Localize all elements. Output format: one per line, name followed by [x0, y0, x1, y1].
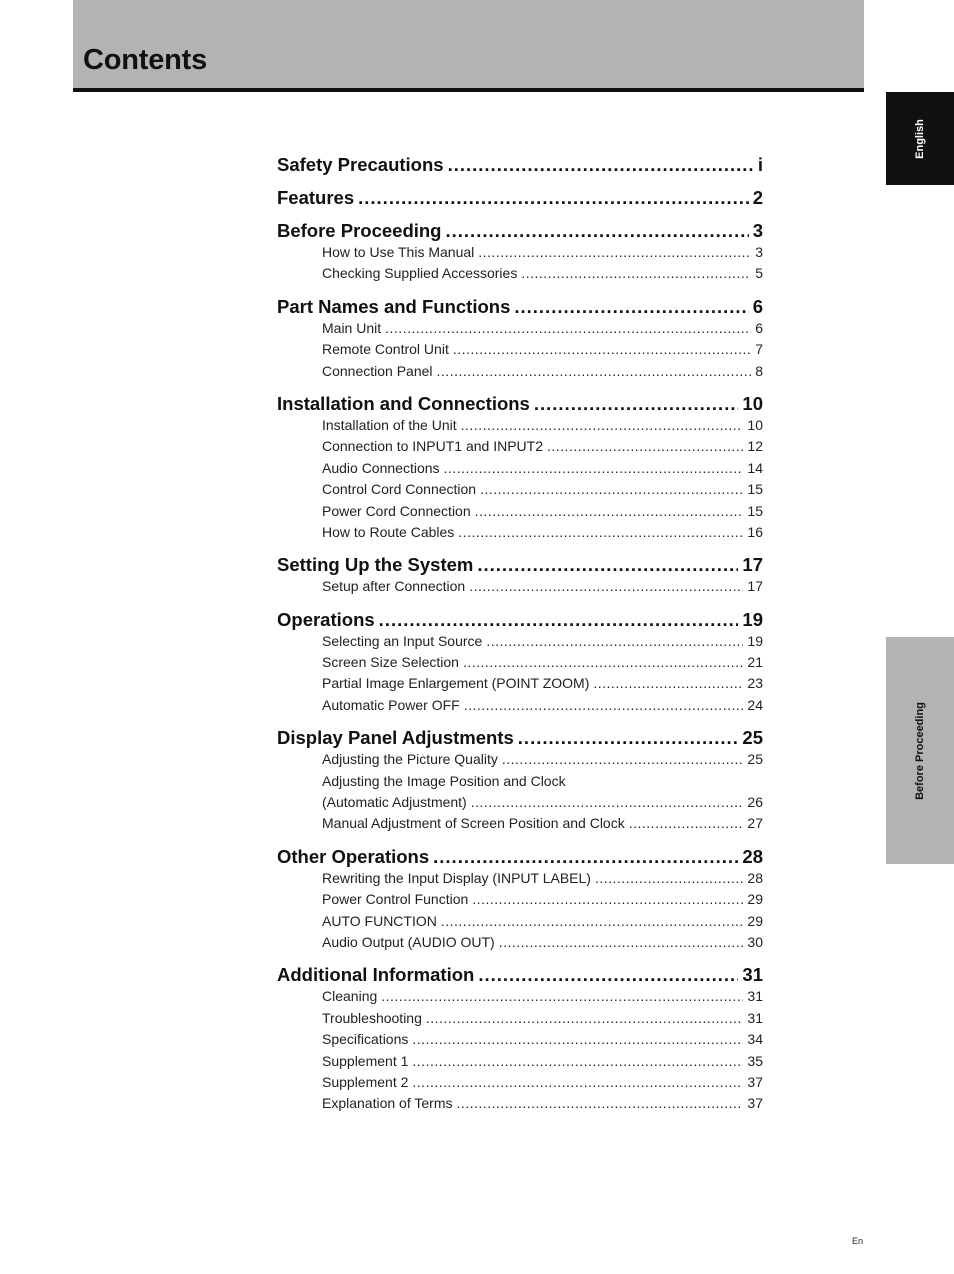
- toc-entry[interactable]: [277, 815, 763, 836]
- dot-leader: [381, 988, 743, 1004]
- dot-leader: [502, 751, 744, 767]
- toc-entry-page: 12: [747, 438, 763, 455]
- toc-section: [277, 187, 763, 211]
- toc-entry-page: 30: [747, 933, 763, 950]
- dot-leader: [437, 363, 752, 379]
- dot-leader: [475, 503, 744, 519]
- toc-entry-title: Checking Supplied Accessories: [322, 265, 518, 282]
- toc-entry-page: 7: [755, 341, 763, 358]
- language-tab-label: English: [914, 118, 926, 159]
- toc-entry[interactable]: [277, 794, 763, 815]
- toc-entry-page: 25: [747, 751, 763, 768]
- toc-entry[interactable]: [277, 870, 763, 891]
- toc-section: [277, 554, 763, 599]
- toc-heading-title: Display Panel Adjustments: [277, 727, 514, 749]
- dot-leader: [379, 609, 739, 631]
- toc-entry-title: How to Route Cables: [322, 523, 455, 540]
- toc-heading[interactable]: [277, 393, 763, 417]
- toc-heading-title: Setting Up the System: [277, 554, 474, 576]
- dot-leader: [433, 846, 738, 868]
- toc-entry-title: Cleaning: [322, 988, 378, 1005]
- dot-leader: [471, 794, 744, 810]
- toc-heading[interactable]: [277, 846, 763, 870]
- dot-leader: [412, 1053, 743, 1069]
- header-band: [73, 0, 864, 92]
- toc-entry-title: AUTO FUNCTION: [322, 912, 437, 929]
- dot-leader: [499, 934, 744, 950]
- toc-entry-title: Connection Panel: [322, 362, 433, 379]
- toc-entry[interactable]: [277, 417, 763, 438]
- section-tab-label: Before Proceeding: [914, 701, 926, 800]
- toc-entry-page: 6: [755, 319, 763, 336]
- toc-entry-page: 31: [747, 988, 763, 1005]
- toc-heading[interactable]: [277, 220, 763, 244]
- toc-entry[interactable]: [277, 988, 763, 1009]
- toc-entry-title: Screen Size Selection: [322, 654, 459, 671]
- toc-entry-title: Power Control Function: [322, 891, 469, 908]
- toc-entry[interactable]: [277, 363, 763, 384]
- dot-leader: [453, 341, 751, 357]
- toc-heading-page: 6: [752, 295, 763, 317]
- toc-entry[interactable]: [277, 891, 763, 912]
- dot-leader: [518, 727, 739, 749]
- dot-leader: [534, 393, 739, 415]
- toc-entry-page: 10: [747, 416, 763, 433]
- dot-leader: [448, 154, 754, 176]
- toc-entry-page: 14: [747, 459, 763, 476]
- dot-leader: [593, 675, 743, 691]
- toc-entry-title: Remote Control Unit: [322, 341, 449, 358]
- toc-heading[interactable]: [277, 609, 763, 633]
- toc-entry-page: 3: [755, 244, 763, 260]
- toc-entry-page: 19: [747, 632, 763, 649]
- toc-entry-title: Partial Image Enlargement (POINT ZOOM): [322, 675, 590, 692]
- toc-entry[interactable]: [277, 934, 763, 955]
- toc-entry[interactable]: [277, 1074, 763, 1095]
- toc-entry-title: Selecting an Input Source: [322, 632, 483, 649]
- toc-entry-page: 37: [747, 1095, 763, 1112]
- toc-entry[interactable]: [277, 438, 763, 459]
- toc-heading-title: Part Names and Functions: [277, 295, 511, 317]
- toc-entry-title: (Automatic Adjustment): [322, 794, 467, 811]
- footer-language-code: En: [852, 1236, 864, 1246]
- toc-entry-page: 27: [747, 815, 763, 832]
- toc-entry-title: Installation of the Unit: [322, 416, 457, 433]
- toc-section: [277, 296, 763, 384]
- dot-leader: [444, 460, 744, 476]
- toc-entry[interactable]: [277, 751, 763, 772]
- toc-entry-page: 29: [747, 891, 763, 908]
- toc-heading-page: 19: [742, 608, 763, 630]
- toc-entry-title: Manual Adjustment of Screen Position and Clock: [322, 815, 625, 832]
- toc-heading-title: Safety Precautions: [277, 154, 444, 175]
- toc-heading-page: 17: [742, 554, 763, 576]
- toc-entry-title: Supplement 2: [322, 1073, 409, 1090]
- toc-section: [277, 393, 763, 545]
- page-title: Contents: [83, 44, 208, 76]
- toc-entry-title: Setup after Connection: [322, 578, 466, 595]
- toc-section: [277, 154, 763, 178]
- dot-leader: [472, 891, 743, 907]
- toc-section: [277, 220, 763, 287]
- toc-heading-page: 2: [752, 187, 763, 208]
- dot-leader: [458, 524, 743, 540]
- toc-heading-title: Other Operations: [277, 845, 430, 867]
- toc-entry-page: 35: [747, 1052, 763, 1069]
- dot-leader: [514, 296, 748, 318]
- toc-entry-page: 17: [747, 578, 763, 595]
- toc-entry-title: Adjusting the Image Position and Clock: [322, 772, 566, 789]
- dot-leader: [478, 964, 738, 986]
- toc-heading[interactable]: [277, 964, 763, 988]
- section-side-tab[interactable]: [886, 637, 954, 864]
- toc-entry[interactable]: [277, 913, 763, 934]
- toc-entry-page: 16: [747, 523, 763, 540]
- toc-entry-page: 23: [747, 675, 763, 692]
- toc-entry-page: 28: [747, 869, 763, 886]
- dot-leader: [446, 220, 749, 242]
- language-side-tab[interactable]: [886, 92, 954, 185]
- dot-leader: [486, 633, 743, 649]
- toc-heading-title: Features: [277, 187, 355, 208]
- toc-heading-title: Operations: [277, 608, 375, 630]
- toc-entry-title: Supplement 1: [322, 1052, 409, 1069]
- toc-entry-page: 5: [755, 265, 763, 282]
- dot-leader: [412, 1031, 743, 1047]
- dot-leader: [441, 913, 744, 929]
- toc-entry-title: Control Cord Connection: [322, 481, 477, 498]
- toc-entry-title: Troubleshooting: [322, 1009, 422, 1026]
- toc-entry[interactable]: [277, 1053, 763, 1074]
- dot-leader: [464, 697, 744, 713]
- toc-heading-title: Before Proceeding: [277, 220, 442, 241]
- toc-entry-page: 24: [747, 696, 763, 713]
- dot-leader: [426, 1010, 744, 1026]
- dot-leader: [629, 815, 744, 831]
- toc-entry-page: 21: [747, 654, 763, 671]
- toc-entry-page: 31: [747, 1009, 763, 1026]
- toc-entry[interactable]: [277, 1010, 763, 1031]
- dot-leader: [456, 1095, 743, 1111]
- toc-entry[interactable]: [277, 697, 763, 718]
- toc-entry[interactable]: [277, 1031, 763, 1052]
- toc-entry[interactable]: [277, 481, 763, 502]
- dot-leader: [477, 554, 738, 576]
- toc-entry-title: Explanation of Terms: [322, 1095, 453, 1112]
- toc-entry[interactable]: [277, 654, 763, 675]
- toc-section: [277, 727, 763, 837]
- toc-entry[interactable]: [277, 460, 763, 481]
- toc-entry-title: Adjusting the Picture Quality: [322, 751, 498, 768]
- toc-heading-page: 3: [752, 220, 763, 241]
- toc-entry[interactable]: [277, 265, 763, 286]
- toc-heading-page: 28: [742, 845, 763, 867]
- dot-leader: [595, 870, 743, 886]
- toc-entry-title: Automatic Power OFF: [322, 696, 460, 713]
- dot-leader: [385, 320, 751, 336]
- toc-entry-title: Rewriting the Input Display (INPUT LABEL): [322, 869, 591, 886]
- toc-heading[interactable]: [277, 554, 763, 578]
- toc-entry[interactable]: [277, 1095, 763, 1116]
- dot-leader: [480, 481, 743, 497]
- toc-entry-title: Audio Output (AUDIO OUT): [322, 933, 495, 950]
- toc-entry[interactable]: [277, 320, 763, 341]
- toc-entry[interactable]: [277, 578, 763, 599]
- dot-leader: [412, 1074, 743, 1090]
- table-of-contents: [277, 154, 763, 1126]
- toc-heading[interactable]: [277, 727, 763, 751]
- toc-entry-page: 37: [747, 1073, 763, 1090]
- toc-entry-page: 34: [747, 1031, 763, 1048]
- toc-entry-page: 26: [747, 794, 763, 811]
- toc-section: [277, 964, 763, 1116]
- toc-entry[interactable]: [277, 633, 763, 654]
- toc-heading-title: Installation and Connections: [277, 392, 530, 414]
- toc-section: [277, 846, 763, 956]
- toc-entry-title: Connection to INPUT1 and INPUT2: [322, 438, 543, 455]
- toc-entry[interactable]: [277, 675, 763, 696]
- toc-heading[interactable]: [277, 154, 763, 178]
- dot-leader: [547, 438, 743, 454]
- toc-heading-page: 31: [742, 964, 763, 986]
- toc-entry[interactable]: [277, 244, 763, 265]
- toc-entry[interactable]: [277, 341, 763, 362]
- toc-entry-title: Power Cord Connection: [322, 502, 471, 519]
- toc-entry-page: 15: [747, 481, 763, 498]
- toc-entry-title: Main Unit: [322, 319, 382, 336]
- toc-entry[interactable]: [277, 524, 763, 545]
- toc-heading-page: i: [757, 154, 763, 175]
- toc-heading[interactable]: [277, 296, 763, 320]
- dot-leader: [358, 187, 749, 209]
- toc-section: [277, 609, 763, 719]
- toc-heading-page: 10: [742, 392, 763, 414]
- toc-entry-page: 8: [755, 362, 763, 379]
- dot-leader: [521, 265, 751, 281]
- dot-leader: [461, 417, 744, 433]
- toc-entry[interactable]: [277, 503, 763, 524]
- toc-heading[interactable]: [277, 187, 763, 211]
- toc-entry-title: How to Use This Manual: [322, 244, 475, 260]
- toc-entry[interactable]: [277, 773, 763, 794]
- toc-entry-page: 15: [747, 502, 763, 519]
- toc-entry-title: Specifications: [322, 1031, 409, 1048]
- dot-leader: [469, 578, 743, 594]
- toc-heading-title: Additional Information: [277, 964, 475, 986]
- toc-entry-page: 29: [747, 912, 763, 929]
- dot-leader: [478, 244, 751, 260]
- toc-entry-title: Audio Connections: [322, 459, 440, 476]
- dot-leader: [463, 654, 743, 670]
- toc-heading-page: 25: [742, 727, 763, 749]
